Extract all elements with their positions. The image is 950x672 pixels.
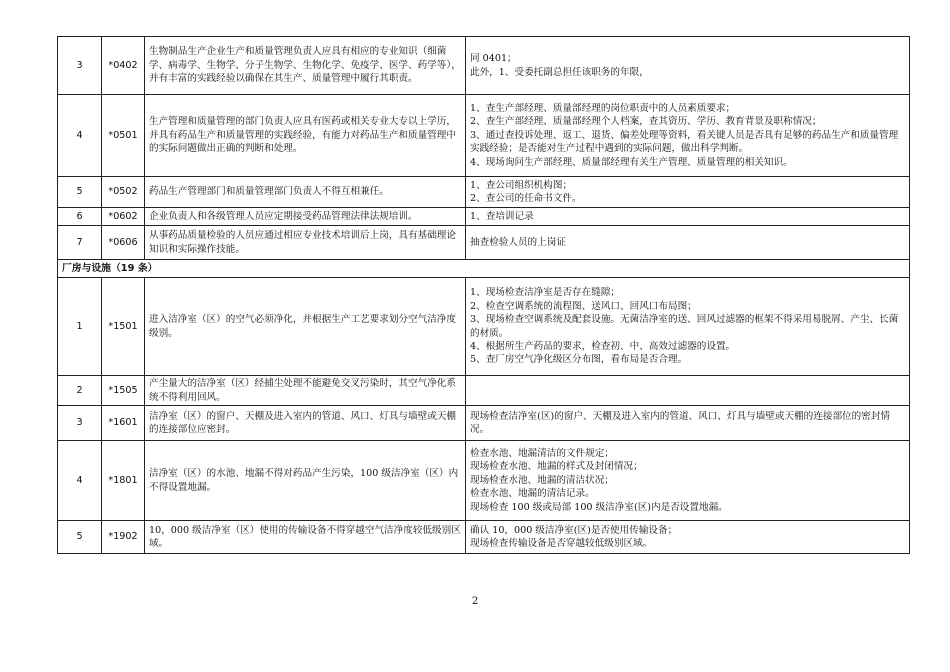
check-line: 现场检查 100 级或局部 100 级洁净室(区)内是否设置地漏。 (470, 501, 728, 513)
row-number: 5 (58, 177, 102, 208)
row-number: 3 (58, 406, 102, 441)
requirement-text: 药品生产管理部门和质量管理部门负责人不得互相兼任。 (145, 177, 466, 208)
requirement-text: 10，000 级洁净室（区）使用的传输设备不得穿越空气洁净度较低级别区域。 (145, 521, 466, 554)
check-line: 3、现场检查空调系统及配套设施。无菌洁净室的送、回风过滤器的框架不得采用易脱屑、产尘、长菌的材质。 (470, 314, 899, 339)
section-header-row (58, 260, 910, 278)
item-code: *1505 (102, 376, 145, 406)
check-method (466, 177, 910, 208)
check-line: 1、查生产部经理、质量部经理的岗位职责中的人员素质要求； (470, 102, 736, 114)
check-method (466, 208, 910, 226)
check-line: 5、查厂房空气净化级区分布图，看布局是否合理。 (470, 354, 688, 366)
check-method (466, 95, 910, 177)
item-code: *0501 (102, 95, 145, 177)
requirement-text: 生物制品生产企业生产和质量管理负责人应具有相应的专业知识（细菌学、病毒学、生物学、分子生物学、生物化学、免疫学、医学、药学等），并有丰富的实践经验以确保在其生产、质量管理中履行其职责。 (145, 37, 466, 95)
table-row (58, 441, 910, 521)
check-method (466, 521, 910, 554)
row-number: 2 (58, 376, 102, 406)
row-number: 7 (58, 226, 102, 260)
table-row (58, 406, 910, 441)
check-method (466, 226, 910, 260)
item-code: *0502 (102, 177, 145, 208)
check-method (466, 37, 910, 95)
check-line: 1、查培训记录 (470, 210, 534, 222)
row-number: 4 (58, 95, 102, 177)
check-method (466, 441, 910, 521)
item-code: *0402 (102, 37, 145, 95)
row-number: 5 (58, 521, 102, 554)
check-method (466, 376, 910, 406)
table-row (58, 278, 910, 376)
table-row (58, 376, 910, 406)
table-row (58, 95, 910, 177)
requirement-text: 企业负责人和各级管理人员应定期接受药品管理法律法规培训。 (145, 208, 466, 226)
check-line: 同 0401； (470, 53, 517, 65)
check-line: 抽查检验人员的上岗证 (470, 236, 566, 248)
inspection-table (57, 36, 910, 554)
item-code: *1501 (102, 278, 145, 376)
requirement-text: 洁净室（区）的窗户、天棚及进入室内的管道、风口、灯具与墙壁或天棚的连接部位应密封。 (145, 406, 466, 441)
check-line: 2、查公司的任命书文件。 (470, 193, 582, 204)
check-line: 检查水池、地漏清洁的文件规定； (470, 447, 614, 459)
check-line: 确认 10，000 级洁净室(区)是否使用传输设备； (470, 524, 678, 536)
check-line: 现场检查洁净室(区)的窗户、天棚及进入室内的管道、风口、灯具与墙壁或天棚的连接部位的密封情况。 (470, 410, 891, 435)
item-code: *0602 (102, 208, 145, 226)
item-code: *1801 (102, 441, 145, 521)
check-line: 2、查生产部经理、质量部经理个人档案，查其资历、学历、教育背景及职称情况； (470, 116, 822, 128)
requirement-text: 进入洁净室（区）的空气必须净化，并根据生产工艺要求划分空气洁净度级别。 (145, 278, 466, 376)
check-method (466, 406, 910, 441)
row-number: 4 (58, 441, 102, 521)
check-line: 1、现场检查洁净室是否存在缝隙； (470, 287, 621, 299)
requirement-text: 产尘量大的洁净室（区）经捕尘处理不能避免交叉污染时，其空气净化系统不得利用回风。 (145, 376, 466, 406)
table-row (58, 208, 910, 226)
check-line: 此外，1、受委托副总担任该职务的年限， (470, 66, 649, 78)
check-method (466, 278, 910, 376)
requirement-text: 洁净室（区）的水池、地漏不得对药品产生污染，100 级洁净室（区）内不得设置地漏。 (145, 441, 466, 521)
check-line: 1、查公司组织机构图； (470, 179, 573, 191)
table-row (58, 37, 910, 95)
check-line: 3、通过查投诉处理、返工、退货、偏差处理等资料，看关键人员是否具有足够的药品生产和质量管理实践经验；是否能对生产过程中遇到的实际问题，做出科学判断。 (470, 129, 899, 155)
section-title: 厂房与设施（19 条） (58, 260, 910, 278)
check-line: 4、现场询问生产部经理、质量部经理有关生产管理、质量管理的相关知识。 (470, 156, 793, 168)
row-number: 1 (58, 278, 102, 376)
row-number: 6 (58, 208, 102, 226)
requirement-text: 生产管理和质量管理的部门负责人应具有医药或相关专业大专以上学历，并具有药品生产和质量管理的实践经验，有能力对药品生产和质量管理中的实际问题做出正确的判断和处理。 (145, 95, 466, 177)
table-row (58, 226, 910, 260)
item-code: *1601 (102, 406, 145, 441)
table-row (58, 177, 910, 208)
page-number: 2 (471, 596, 479, 607)
row-number: 3 (58, 37, 102, 95)
item-code: *1902 (102, 521, 145, 554)
check-line: 2、检查空调系统的流程图、送风口、回风口布局图； (470, 300, 697, 312)
table-row (58, 521, 910, 554)
check-line: 4、根据所生产药品的要求，检查初、中、高效过滤器的设置。 (470, 340, 736, 352)
check-line: 现场检查传输设备是否穿越较低级别区域。 (470, 538, 653, 549)
check-line: 现场检查水池、地漏的样式及封闭情况； (470, 461, 643, 473)
item-code: *0606 (102, 226, 145, 260)
requirement-text: 从事药品质量检验的人员应通过相应专业技术培训后上岗，具有基础理论知识和实际操作技能。 (145, 226, 466, 260)
check-line: 检查水池、地漏的清洁记录。 (470, 488, 595, 500)
check-line: 现场检查水池、地漏的清洁状况； (470, 474, 614, 486)
